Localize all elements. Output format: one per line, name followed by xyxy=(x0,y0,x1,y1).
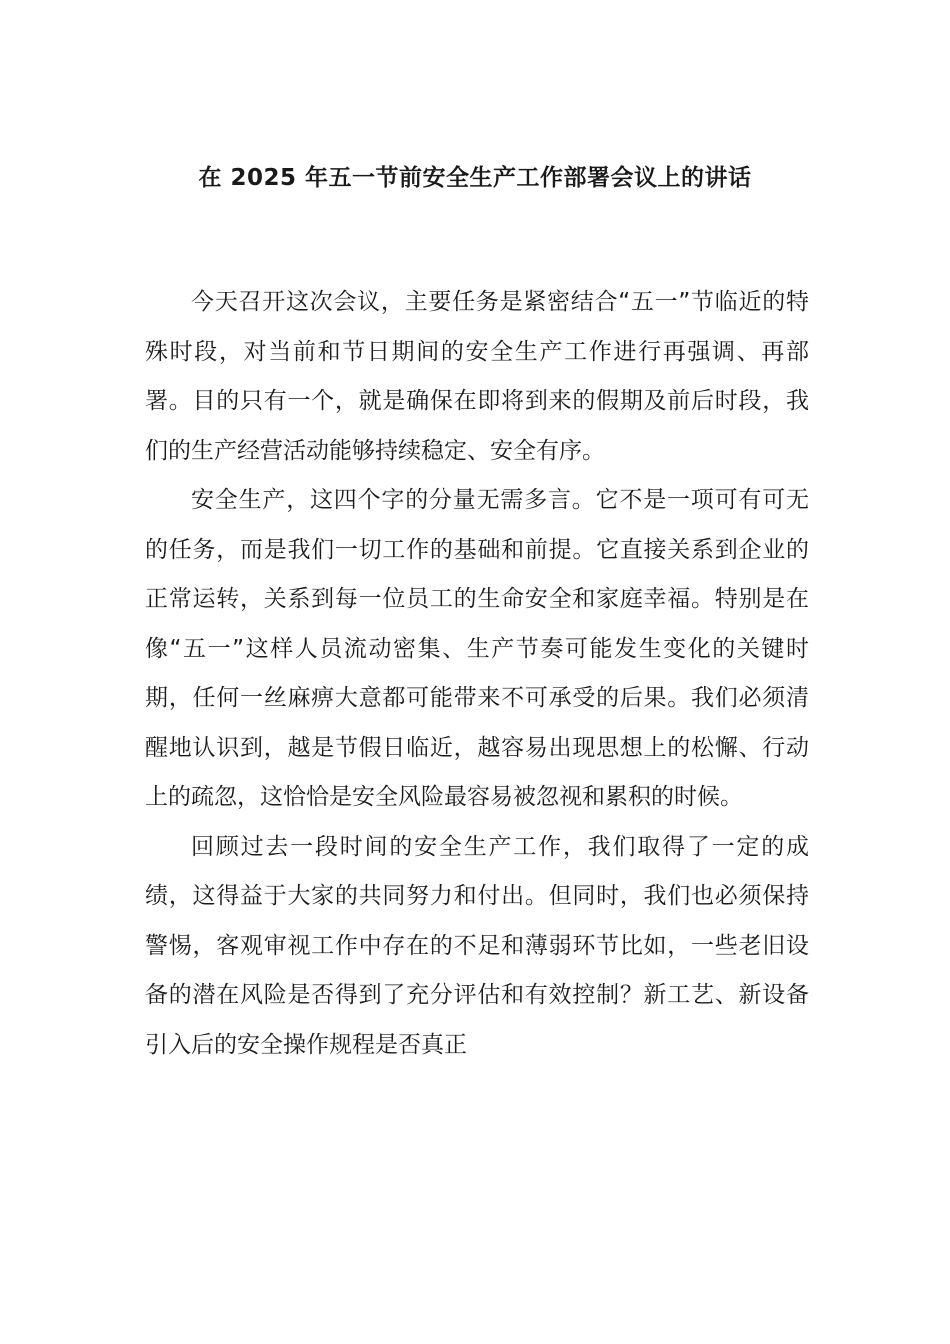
paragraph-1: 今天召开这次会议，主要任务是紧密结合“五一”节临近的特殊时段，对当前和节日期间的安全生产工作进行再强调、再部署。目的只有一个，就是确保在即将到来的假期及前后时段，我们的生产经营活动能够持续稳定、安全有序。 xyxy=(145,289,809,464)
document-body xyxy=(145,278,809,1070)
document-title: 在 2025 年五一节前安全生产工作部署会议上的讲话 xyxy=(198,165,752,191)
paragraph-2: 安全生产，这四个字的分量无需多言。它不是一项可有可无的任务，而是我们一切工作的基础和前提。它直接关系到企业的正常运转，关系到每一位员工的生命安全和家庭幸福。特别是在像“五一”这样人员流动密集、生产节奏可能发生变化的关键时期，任何一丝麻痹大意都可能带来不可承受的后果。我们必须清醒地认识到，越是节假日临近，越容易出现思想上的松懈、行动上的疏忽，这恰恰是安全风险最容易被忽视和累积的时候。 xyxy=(145,487,809,810)
paragraph-3: 回顾过去一段时间的安全生产工作，我们取得了一定的成绩，这得益于大家的共同努力和付出。但同时，我们也必须保持警惕，客观审视工作中存在的不足和薄弱环节比如，一些老旧设备的潜在风险是否得到了充分评估和有效控制？新工艺、新设备引入后的安全操作规程是否真正 xyxy=(145,833,809,1058)
